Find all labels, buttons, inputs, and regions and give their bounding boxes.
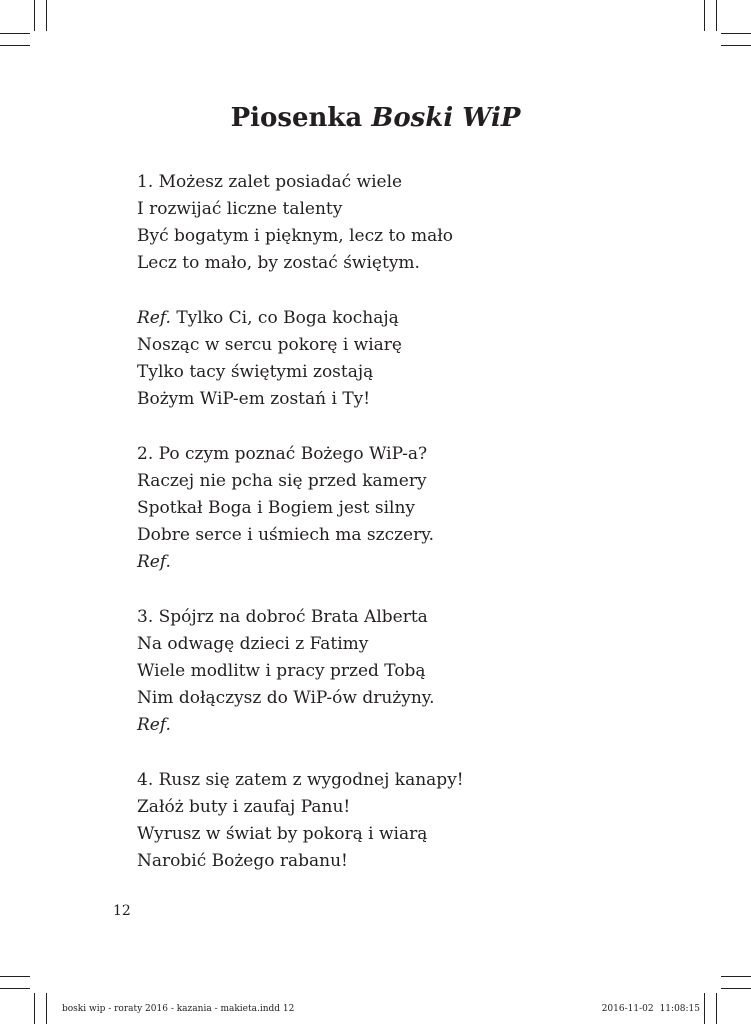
crop-mark	[34, 993, 35, 1024]
verse-1-line-1: 1. Możesz zalet posiadać wiele	[137, 172, 403, 192]
verse-3-line-3: Wiele modlitw i pracy przed Tobą	[137, 661, 426, 681]
title-main: Piosenka	[230, 103, 363, 133]
verse-2-line-3: Spotkał Boga i Bogiem jest silny	[137, 498, 416, 518]
crop-mark	[0, 976, 30, 977]
slug-filename: boski wip - roraty 2016 - kazania - makieta.indd 12	[62, 1004, 295, 1014]
verse-4-line-1: 4. Rusz się zatem z wygodnej kanapy!	[137, 770, 464, 790]
refrain-first-line: Tylko Ci, co Boga kochają	[170, 308, 399, 328]
crop-mark	[721, 976, 751, 977]
slug-date: 2016-11-02	[601, 1004, 654, 1014]
verse-4-line-4: Narobić Bożego rabanu!	[137, 851, 348, 871]
verse-3-line-2: Na odwagę dzieci z Fatimy	[137, 634, 369, 654]
crop-mark	[721, 45, 751, 46]
crop-mark	[721, 988, 751, 989]
crop-mark	[716, 0, 717, 31]
verse-2-line-2: Raczej nie pcha się przed kamery	[137, 471, 427, 491]
refrain-line-2: Nosząc w sercu pokorę i wiarę	[137, 335, 402, 355]
crop-mark	[716, 993, 717, 1024]
verse-1-line-4: Lecz to mało, by zostać świętym.	[137, 253, 420, 273]
verse-1-line-2: I rozwijać liczne talenty	[137, 199, 343, 219]
crop-mark	[721, 33, 751, 34]
refrain-line-1	[137, 307, 399, 329]
verse-3-ref-marker: Ref.	[137, 715, 171, 735]
crop-mark	[46, 993, 47, 1024]
verse-3-line-1: 3. Spójrz na dobroć Brata Alberta	[137, 607, 428, 627]
title-italic: Boski WiP	[371, 103, 521, 133]
verse-2-ref-marker: Ref.	[137, 552, 171, 572]
slug-timestamp	[602, 1004, 700, 1014]
verse-2-line-1: 2. Po czym poznać Bożego WiP-a?	[137, 444, 428, 464]
crop-mark	[704, 0, 705, 31]
crop-mark	[0, 45, 30, 46]
verse-4-line-2: Załóż buty i zaufaj Panu!	[137, 797, 351, 817]
page-number: 12	[113, 903, 131, 919]
crop-mark	[0, 988, 30, 989]
crop-mark	[46, 0, 47, 31]
verse-4-line-3: Wyrusz w świat by pokorą i wiarą	[137, 824, 428, 844]
refrain-label: Ref.	[137, 308, 171, 328]
verse-2-line-4: Dobre serce i uśmiech ma szczery.	[137, 525, 434, 545]
slug-time: 11:08:15	[659, 1004, 700, 1014]
crop-mark	[0, 33, 30, 34]
page-title	[0, 100, 751, 136]
crop-mark	[34, 0, 35, 31]
refrain-line-3: Tylko tacy świętymi zostają	[137, 362, 374, 382]
crop-mark	[704, 993, 705, 1024]
verse-1-line-3: Być bogatym i pięknym, lecz to mało	[137, 226, 453, 246]
verse-3-line-4: Nim dołączysz do WiP-ów drużyny.	[137, 688, 435, 708]
refrain-line-4: Bożym WiP-em zostań i Ty!	[137, 389, 371, 409]
